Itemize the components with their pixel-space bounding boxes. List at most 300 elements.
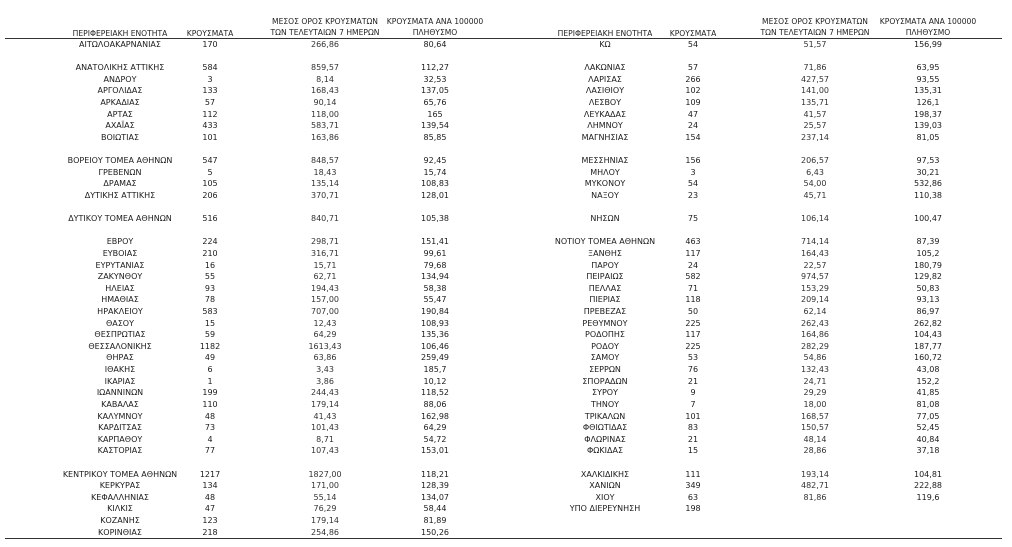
header-avg7 xyxy=(260,16,390,38)
region-cell: ΑΙΤΩΛΟΑΚΑΡΝΑΝΙΑΣ xyxy=(79,40,161,49)
region-cell: ΗΛΕΙΑΣ xyxy=(105,283,135,293)
avg7-cell: 118,00 xyxy=(311,109,339,119)
cases-cell: 5 xyxy=(207,167,213,177)
avg7-cell: 206,57 xyxy=(801,156,829,166)
avg7-cell: 3,43 xyxy=(316,365,334,375)
avg7-cell: 859,57 xyxy=(311,63,339,73)
table-row xyxy=(5,399,505,411)
cases-cell: 63 xyxy=(687,492,699,502)
region-cell: ΚΩ xyxy=(599,40,611,49)
table-row xyxy=(505,294,1005,306)
avg7-cell: 24,71 xyxy=(803,376,827,386)
region-cell: ΙΘΑΚΗΣ xyxy=(104,365,136,375)
table-row xyxy=(505,190,1005,202)
per100k-cell: 99,61 xyxy=(423,248,447,258)
per100k-cell: 152,2 xyxy=(916,376,940,386)
region-cell: ΣΠΟΡΑΔΩΝ xyxy=(582,376,628,386)
cases-cell: 170 xyxy=(202,40,218,49)
avg7-cell: 8,71 xyxy=(316,434,334,444)
table-row xyxy=(505,376,1005,388)
region-cell: ΛΕΥΚΑΔΑΣ xyxy=(583,109,627,119)
avg7-cell: 12,43 xyxy=(313,318,337,328)
region-cell: ΗΡΑΚΛΕΙΟΥ xyxy=(97,307,143,317)
avg7-cell: 41,43 xyxy=(313,411,337,421)
avg7-cell: 163,86 xyxy=(311,132,339,142)
table-row xyxy=(505,480,1005,492)
table-row xyxy=(5,39,505,51)
region-cell: ΕΥΒΟΙΑΣ xyxy=(102,248,138,258)
avg7-cell: 106,14 xyxy=(801,214,829,224)
per100k-cell: 108,93 xyxy=(421,318,449,328)
cases-cell: 224 xyxy=(202,237,218,247)
spacer-row xyxy=(505,457,1005,469)
region-cell: ΑΡΓΟΛΙΔΑΣ xyxy=(97,86,143,96)
table-row xyxy=(5,74,505,86)
table-row xyxy=(505,341,1005,353)
per100k-cell: 129,82 xyxy=(914,272,942,282)
per100k-cell: 81,08 xyxy=(916,399,940,409)
region-cell: ΜΕΣΣΗΝΙΑΣ xyxy=(581,156,629,166)
table-row xyxy=(5,480,505,492)
table-row xyxy=(505,132,1005,144)
cases-cell: 24 xyxy=(687,260,699,270)
cases-cell: 15 xyxy=(687,446,699,456)
avg7-cell: 54,86 xyxy=(803,353,827,363)
per100k-cell: 63,95 xyxy=(916,63,940,73)
per100k-cell: 93,55 xyxy=(916,74,940,84)
region-cell: ΤΗΝΟΥ xyxy=(590,399,620,409)
per100k-cell: 30,21 xyxy=(916,167,940,177)
region-cell: ΘΕΣΣΑΛΟΝΙΚΗΣ xyxy=(88,341,152,351)
per100k-cell: 108,83 xyxy=(421,179,449,189)
region-cell: ΝΟΤΙΟΥ ΤΟΜΕΑ ΑΘΗΝΩΝ xyxy=(554,237,656,247)
spacer-row xyxy=(505,225,1005,237)
per100k-cell: 139,03 xyxy=(914,121,942,131)
per100k-cell: 151,41 xyxy=(421,237,449,247)
table-row xyxy=(5,294,505,306)
cases-cell: 198 xyxy=(685,504,701,514)
header-avg7-line2: ΤΩΝ ΤΕΛΕΥΤΑΙΩΝ 7 ΗΜΕΡΩΝ xyxy=(760,28,870,37)
cases-cell: 117 xyxy=(685,330,701,340)
table-row xyxy=(5,364,505,376)
per100k-cell: 81,05 xyxy=(916,132,940,142)
cases-cell: 111 xyxy=(685,469,701,479)
cases-cell: 47 xyxy=(204,504,216,514)
avg7-cell: 298,71 xyxy=(311,237,339,247)
region-cell: ΠΡΕΒΕΖΑΣ xyxy=(583,307,627,317)
avg7-cell: 71,86 xyxy=(803,63,827,73)
avg7-cell: 840,71 xyxy=(311,214,339,224)
table-row xyxy=(5,132,505,144)
table-row xyxy=(5,527,505,539)
cases-cell: 15 xyxy=(204,318,216,328)
cases-cell: 57 xyxy=(204,98,216,108)
cases-cell: 218 xyxy=(202,527,218,537)
cases-cell: 21 xyxy=(687,434,699,444)
avg7-cell: 22,57 xyxy=(803,260,827,270)
table-row xyxy=(505,387,1005,399)
table-row xyxy=(5,109,505,121)
avg7-cell: 583,71 xyxy=(311,121,339,131)
region-cell: ΠΙΕΡΙΑΣ xyxy=(589,295,621,305)
avg7-cell: 135,14 xyxy=(311,179,339,189)
per100k-cell: 153,01 xyxy=(421,446,449,456)
cases-cell: 54 xyxy=(687,179,699,189)
region-cell: ΚΕΝΤΡΙΚΟΥ ΤΟΜΕΑ ΑΘΗΝΩΝ xyxy=(62,469,178,479)
region-cell: ΘΑΣΟΥ xyxy=(105,318,134,328)
table-row xyxy=(505,422,1005,434)
cases-cell: 48 xyxy=(204,492,216,502)
avg7-cell: 62,71 xyxy=(313,272,337,282)
cases-cell: 48 xyxy=(204,411,216,421)
header-cases: ΚΡΟΥΣΜΑΤΑ xyxy=(669,29,717,38)
cases-cell: 3 xyxy=(690,167,696,177)
per100k-cell: 88,06 xyxy=(423,399,447,409)
region-cell: ΦΘΙΩΤΙΔΑΣ xyxy=(582,423,628,433)
cases-cell: 154 xyxy=(685,132,701,142)
avg7-cell: 25,57 xyxy=(803,121,827,131)
region-cell: ΡΟΔΟΥ xyxy=(591,341,619,351)
avg7-cell: 81,86 xyxy=(803,492,827,502)
per100k-cell: 139,54 xyxy=(421,121,449,131)
per100k-cell: 52,45 xyxy=(916,423,940,433)
region-cell: ΛΗΜΝΟΥ xyxy=(587,121,623,131)
region-cell: ΚΑΛΥΜΝΟΥ xyxy=(97,411,143,421)
per100k-cell: 165 xyxy=(427,109,443,119)
table-row xyxy=(5,445,505,457)
per100k-cell: 160,72 xyxy=(914,353,942,363)
per100k-cell: 93,13 xyxy=(916,295,940,305)
region-cell: ΝΑΞΟΥ xyxy=(591,190,619,200)
region-cell: ΧΑΝΙΩΝ xyxy=(589,481,621,491)
cases-cell: 57 xyxy=(687,63,699,73)
region-cell: ΡΟΔΟΠΗΣ xyxy=(585,330,625,340)
per100k-cell: 80,64 xyxy=(423,40,447,49)
region-cell: ΡΕΘΥΜΝΟΥ xyxy=(582,318,628,328)
region-cell: ΑΧΑΪΑΣ xyxy=(105,121,135,131)
table-row xyxy=(5,97,505,109)
cases-cell: 210 xyxy=(202,248,218,258)
region-cell: ΞΑΝΘΗΣ xyxy=(588,248,622,258)
table-row xyxy=(505,85,1005,97)
avg7-cell: 3,86 xyxy=(316,376,334,386)
cases-cell: 23 xyxy=(687,190,699,200)
table-row xyxy=(5,271,505,283)
cases-cell: 584 xyxy=(202,63,218,73)
table-row xyxy=(5,248,505,260)
table-row xyxy=(505,39,1005,51)
avg7-cell: 8,14 xyxy=(316,74,334,84)
avg7-cell: 316,71 xyxy=(311,248,339,258)
region-cell: ΑΝΔΡΟΥ xyxy=(103,74,137,84)
avg7-cell: 179,14 xyxy=(311,515,339,525)
table-row xyxy=(505,283,1005,295)
header-region: ΠΕΡΙΦΕΡΕΙΑΚΗ ΕΝΟΤΗΤΑ xyxy=(557,29,653,38)
region-cell: ΛΑΚΩΝΙΑΣ xyxy=(584,63,626,73)
region-cell: ΚΕΦΑΛΛΗΝΙΑΣ xyxy=(91,492,149,502)
cases-cell: 54 xyxy=(687,40,699,49)
per100k-cell: 135,36 xyxy=(421,330,449,340)
table-row xyxy=(5,260,505,272)
avg7-cell: 15,71 xyxy=(313,260,337,270)
table-row xyxy=(505,120,1005,132)
cases-cell: 6 xyxy=(207,365,213,375)
per100k-cell: 126,1 xyxy=(916,98,940,108)
region-cell: ΦΩΚΙΔΑΣ xyxy=(586,446,623,456)
cases-cell: 59 xyxy=(204,330,216,340)
cases-cell: 109 xyxy=(685,98,701,108)
per100k-cell: 105,2 xyxy=(916,248,940,258)
table-row xyxy=(505,399,1005,411)
per100k-cell: 97,53 xyxy=(916,156,940,166)
cases-cell: 9 xyxy=(690,388,696,398)
table-row xyxy=(505,318,1005,330)
per100k-cell: 77,05 xyxy=(916,411,940,421)
region-cell: ΚΑΒΑΛΑΣ xyxy=(101,399,139,409)
region-cell: ΝΗΣΩΝ xyxy=(590,214,620,224)
header-per100k xyxy=(375,16,495,38)
cases-cell: 156 xyxy=(685,156,701,166)
avg7-cell: 107,43 xyxy=(311,446,339,456)
per100k-cell: 32,53 xyxy=(423,74,447,84)
region-cell: ΚΑΡΠΑΘΟΥ xyxy=(97,434,143,444)
region-cell: ΜΑΓΝΗΣΙΑΣ xyxy=(581,132,629,142)
cases-cell: 7 xyxy=(690,399,696,409)
region-cell: ΦΛΩΡΙΝΑΣ xyxy=(584,434,626,444)
cases-cell: 71 xyxy=(687,283,699,293)
region-cell: ΚΕΡΚΥΡΑΣ xyxy=(99,481,141,491)
table-row xyxy=(5,376,505,388)
per100k-cell: 54,72 xyxy=(423,434,447,444)
table-row xyxy=(5,492,505,504)
spacer-row xyxy=(5,457,505,469)
cases-cell: 83 xyxy=(687,423,699,433)
avg7-cell: 132,43 xyxy=(801,365,829,375)
avg7-cell: 63,86 xyxy=(313,353,337,363)
avg7-cell: 55,14 xyxy=(313,492,337,502)
table-row xyxy=(5,341,505,353)
cases-cell: 3 xyxy=(207,74,213,84)
cases-cell: 76 xyxy=(687,365,699,375)
header-region: ΠΕΡΙΦΕΡΕΙΑΚΗ ΕΝΟΤΗΤΑ xyxy=(72,29,168,38)
region-cell: ΧΙΟΥ xyxy=(595,492,615,502)
avg7-cell: 168,57 xyxy=(801,411,829,421)
region-cell: ΠΑΡΟΥ xyxy=(591,260,619,270)
cases-cell: 117 xyxy=(685,248,701,258)
cases-cell: 78 xyxy=(204,295,216,305)
avg7-cell: 62,14 xyxy=(803,307,827,317)
table-row xyxy=(505,329,1005,341)
avg7-cell: 244,43 xyxy=(311,388,339,398)
avg7-cell: 237,14 xyxy=(801,132,829,142)
cases-cell: 50 xyxy=(687,307,699,317)
region-cell: ΠΕΙΡΑΙΩΣ xyxy=(586,272,624,282)
region-cell: ΙΚΑΡΙΑΣ xyxy=(104,376,136,386)
header-avg7-line2: ΤΩΝ ΤΕΛΕΥΤΑΙΩΝ 7 ΗΜΕΡΩΝ xyxy=(270,28,380,37)
avg7-cell: 370,71 xyxy=(311,190,339,200)
table-row xyxy=(505,62,1005,74)
region-cell: ΑΡΚΑΔΙΑΣ xyxy=(100,98,140,108)
avg7-cell: 18,43 xyxy=(313,167,337,177)
table-row xyxy=(5,85,505,97)
rows-right xyxy=(505,39,1005,515)
per100k-cell: 10,12 xyxy=(423,376,447,386)
cases-cell: 225 xyxy=(685,318,701,328)
per100k-cell: 134,07 xyxy=(421,492,449,502)
table-row xyxy=(5,503,505,515)
avg7-cell: 482,71 xyxy=(801,481,829,491)
per100k-cell: 156,99 xyxy=(914,40,942,49)
header-per100k xyxy=(868,16,988,38)
region-cell: ΘΗΡΑΣ xyxy=(106,353,134,363)
per100k-cell: 43,08 xyxy=(916,365,940,375)
cases-cell: 77 xyxy=(204,446,216,456)
region-cell: ΒΟΡΕΙΟΥ ΤΟΜΕΑ ΑΘΗΝΩΝ xyxy=(67,156,173,166)
cases-cell: 49 xyxy=(204,353,216,363)
cases-cell: 349 xyxy=(685,481,701,491)
table-row xyxy=(5,422,505,434)
region-cell: ΕΥΡΥΤΑΝΙΑΣ xyxy=(95,260,145,270)
region-cell: ΥΠΟ ΔΙΕΡΕΥΝΗΣΗ xyxy=(569,504,641,514)
table-row xyxy=(505,492,1005,504)
cases-cell: 463 xyxy=(685,237,701,247)
region-cell: ΚΙΛΚΙΣ xyxy=(107,504,133,514)
table-row xyxy=(505,411,1005,423)
table-row xyxy=(5,190,505,202)
per100k-cell: 128,39 xyxy=(421,481,449,491)
avg7-cell: 150,57 xyxy=(801,423,829,433)
avg7-cell: 157,00 xyxy=(311,295,339,305)
per100k-cell: 79,68 xyxy=(423,260,447,270)
per100k-cell: 58,38 xyxy=(423,283,447,293)
table-row xyxy=(505,364,1005,376)
cases-cell: 433 xyxy=(202,121,218,131)
table-row xyxy=(5,236,505,248)
header-per100k-line2: ΠΛΗΘΥΣΜΟ xyxy=(412,28,458,37)
table-row xyxy=(5,62,505,74)
avg7-cell: 28,86 xyxy=(803,446,827,456)
per100k-cell: 185,7 xyxy=(423,365,447,375)
region-cell: ΑΝΑΤΟΛΙΚΗΣ ΑΤΤΙΚΗΣ xyxy=(75,63,165,73)
cases-cell: 101 xyxy=(685,411,701,421)
per100k-cell: 198,37 xyxy=(914,109,942,119)
avg7-cell: 45,71 xyxy=(803,190,827,200)
spacer-row xyxy=(505,51,1005,63)
per100k-cell: 104,43 xyxy=(914,330,942,340)
avg7-cell: 1827,00 xyxy=(308,469,342,479)
table-row xyxy=(5,387,505,399)
region-cell: ΠΕΛΛΑΣ xyxy=(588,283,622,293)
per100k-cell: 105,38 xyxy=(421,214,449,224)
cases-cell: 225 xyxy=(685,341,701,351)
table-row xyxy=(5,213,505,225)
avg7-cell: 51,57 xyxy=(803,40,827,49)
region-cell: ΚΟΡΙΝΘΙΑΣ xyxy=(98,527,142,537)
avg7-cell: 171,00 xyxy=(311,481,339,491)
table-row xyxy=(505,306,1005,318)
per100k-cell: 134,94 xyxy=(421,272,449,282)
table-row xyxy=(5,515,505,527)
cases-cell: 55 xyxy=(204,272,216,282)
cases-cell: 133 xyxy=(202,86,218,96)
spacer-row xyxy=(5,51,505,63)
table-row xyxy=(5,306,505,318)
region-cell: ΣΥΡΟΥ xyxy=(592,388,618,398)
per100k-cell: 259,49 xyxy=(421,353,449,363)
per100k-cell: 135,31 xyxy=(914,86,942,96)
table-row xyxy=(5,469,505,481)
cases-cell: 73 xyxy=(204,423,216,433)
per100k-cell: 262,82 xyxy=(914,318,942,328)
avg7-cell: 41,57 xyxy=(803,109,827,119)
region-cell: ΣΑΜΟΥ xyxy=(590,353,620,363)
per100k-cell: 92,45 xyxy=(423,156,447,166)
per100k-cell: 119,6 xyxy=(916,492,940,502)
table-row xyxy=(505,434,1005,446)
avg7-cell: 101,43 xyxy=(311,423,339,433)
avg7-cell: 974,57 xyxy=(801,272,829,282)
cases-cell: 134 xyxy=(202,481,218,491)
cases-cell: 102 xyxy=(685,86,701,96)
avg7-cell: 168,43 xyxy=(311,86,339,96)
table-row xyxy=(5,352,505,364)
avg7-cell: 254,86 xyxy=(311,527,339,537)
cases-cell: 547 xyxy=(202,156,218,166)
avg7-cell: 714,14 xyxy=(801,237,829,247)
per100k-cell: 118,52 xyxy=(421,388,449,398)
cases-cell: 53 xyxy=(687,353,699,363)
table-row xyxy=(5,329,505,341)
cases-cell: 75 xyxy=(687,214,699,224)
per100k-cell: 222,88 xyxy=(914,481,942,491)
cases-cell: 110 xyxy=(202,399,218,409)
table-row xyxy=(505,74,1005,86)
region-cell: ΜΥΚΟΝΟΥ xyxy=(584,179,626,189)
table-row xyxy=(5,283,505,295)
avg7-cell: 90,14 xyxy=(313,98,337,108)
region-cell: ΔΥΤΙΚΟΥ ΤΟΜΕΑ ΑΘΗΝΩΝ xyxy=(68,214,172,224)
table-row xyxy=(505,248,1005,260)
cases-cell: 47 xyxy=(687,109,699,119)
header-per100k-line1: ΚΡΟΥΣΜΑΤΑ ΑΝΑ 100000 xyxy=(879,17,977,26)
per100k-cell: 150,26 xyxy=(421,527,449,537)
region-cell: ΚΑΣΤΟΡΙΑΣ xyxy=(97,446,143,456)
region-cell: ΛΑΣΙΘΙΟΥ xyxy=(585,86,625,96)
avg7-cell: 1613,43 xyxy=(308,341,342,351)
region-cell: ΗΜΑΘΙΑΣ xyxy=(101,295,139,305)
per100k-cell: 106,46 xyxy=(421,341,449,351)
header-cases: ΚΡΟΥΣΜΑΤΑ xyxy=(186,29,234,38)
avg7-cell: 76,29 xyxy=(313,504,337,514)
avg7-cell: 141,00 xyxy=(801,86,829,96)
per100k-cell: 50,83 xyxy=(916,283,940,293)
table-row xyxy=(505,236,1005,248)
table-row xyxy=(505,109,1005,121)
per100k-cell: 100,47 xyxy=(914,214,942,224)
table-row xyxy=(5,178,505,190)
table-row xyxy=(5,434,505,446)
per100k-cell: 55,47 xyxy=(423,295,447,305)
region-cell: ΣΕΡΡΩΝ xyxy=(589,365,621,375)
table-row xyxy=(505,469,1005,481)
table-row xyxy=(505,271,1005,283)
rows-left xyxy=(5,39,505,538)
cases-cell: 1217 xyxy=(199,469,221,479)
avg7-cell: 194,43 xyxy=(311,283,339,293)
cases-cell: 93 xyxy=(204,283,216,293)
cases-cell: 199 xyxy=(202,388,218,398)
table-row xyxy=(505,260,1005,272)
